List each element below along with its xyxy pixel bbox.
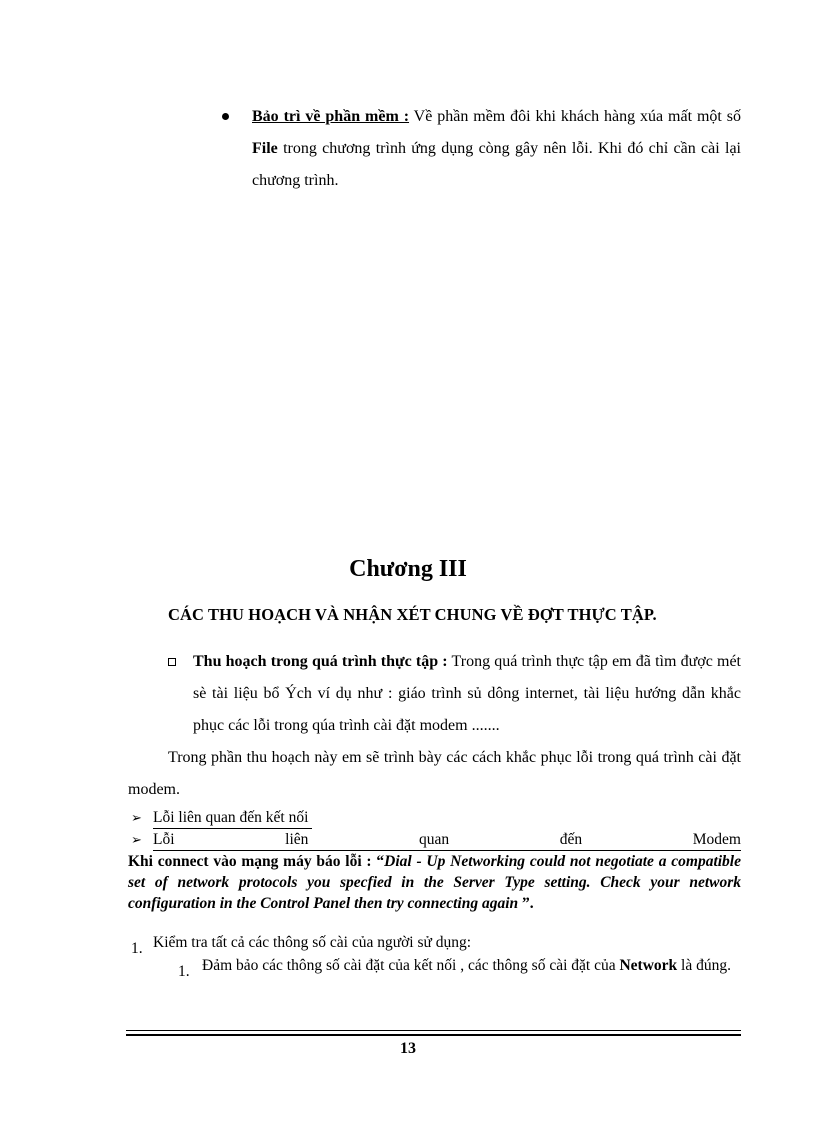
bullet-dot-icon [222,113,229,120]
step-number: 1. [131,940,143,957]
error-suffix: ”. [518,895,534,912]
network-word: Network [619,957,678,974]
word: đến [559,831,583,848]
error-quote: Dial - Up Networking could not negotiate a compatible set of network protocols you specfied in the Server Type setting. Check your network configuration in the Control Panel then try connecting again [128,853,741,912]
step-text-part: Đảm bảo các thông số cài đặt của kết nối , các thông số cài đặt của [202,957,620,974]
harvest-lead: Thu hoạch trong quá trình thực tập : [193,653,448,670]
word: Modem [692,831,741,848]
word: Lỗi [153,831,175,848]
error-prefix: Khi connect vào mạng máy báo lỗi : “ [128,853,385,870]
file-word: File [252,140,278,157]
step-text: Kiểm tra tất cả các thông số cài của người sử dụng: [153,934,472,951]
arrow-item-label [153,830,741,851]
word: liên [285,831,309,848]
harvest-body: Trong quá trình thực tập em đã tìm được mét sè tài liệu bổ Ých ví dụ như : giáo trình sủ dông internet, tài liệu hướng dẫn khắc phục các lỗi trong qúa trình cài đặt modem ....... [193,653,742,734]
step-number: 1. [178,963,190,980]
error-message-paragraph [128,851,741,914]
chapter-title: Chương III [349,556,467,582]
step-text-part: là đúng. [677,957,731,974]
arrow-item-label: Lỗi liên quan đến kết nối [153,808,312,829]
word: quan [419,831,450,848]
arrow-bullet-icon: ➢ [131,832,142,847]
intro-paragraph: Trong phần thu hoạch này em sẽ trình bày các cách khắc phục lỗi trong quá trình cài đặt modem. [128,749,741,798]
maintenance-body-1: Về phần mềm đôi khi khách hàng xúa mất một số [409,108,741,125]
harvest-text [193,646,741,742]
section-heading: CÁC THU HOẠCH VÀ NHẬN XÉT CHUNG VỀ ĐỢT THỰC TẬP. [168,605,657,624]
step-text [202,955,741,976]
square-bullet-icon [168,658,176,666]
arrow-bullet-icon: ➢ [131,810,142,825]
page-number: 13 [400,1040,416,1057]
maintenance-text [252,101,741,197]
footer-rule [126,1030,741,1036]
maintenance-lead: Bảo trì về phần mềm : [252,108,410,125]
maintenance-body-2: trong chương trình ứng dụng còng gây nên lỗi. Khi đó chỉ cần cài lại chương trình. [252,140,741,189]
